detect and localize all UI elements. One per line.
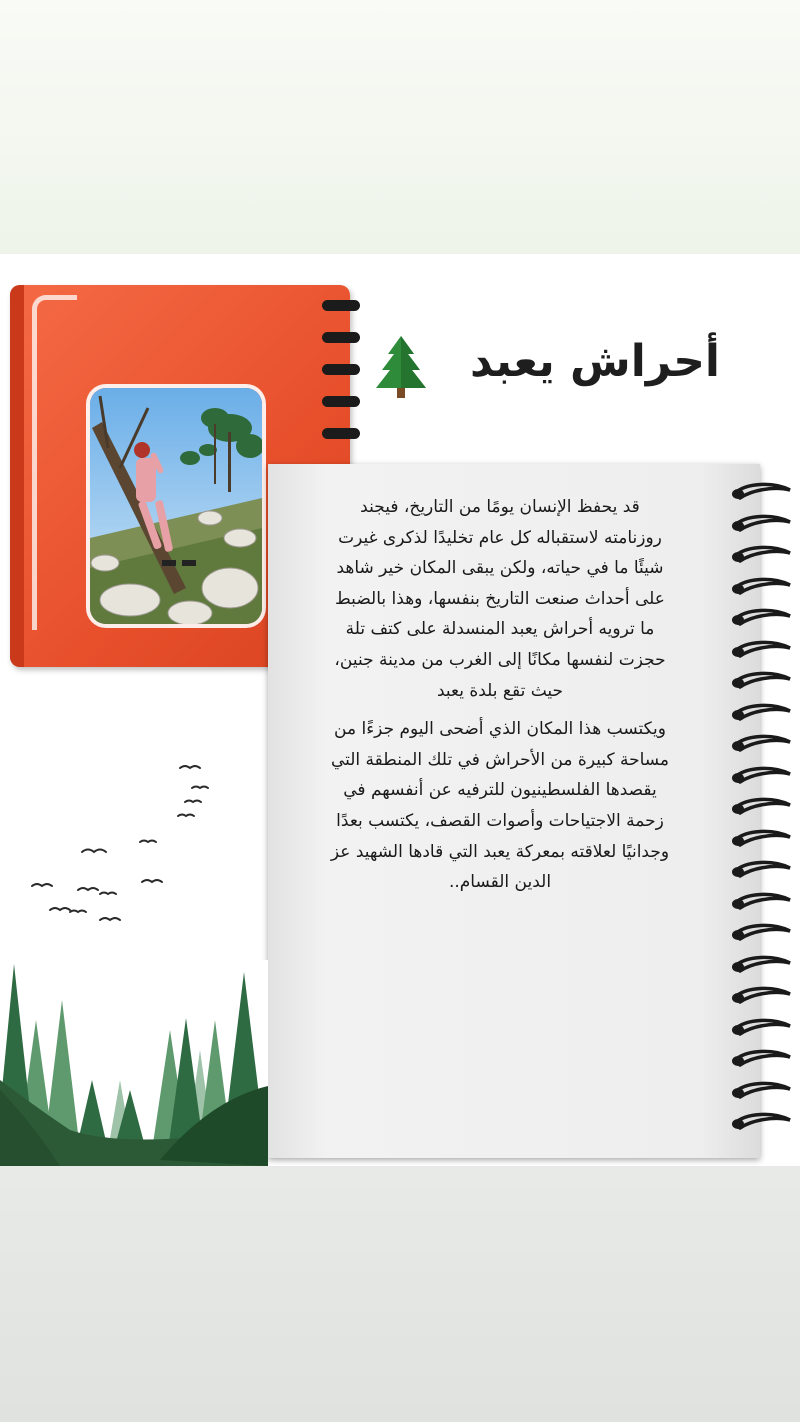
spiral-binding bbox=[726, 480, 800, 1150]
spiral-ring bbox=[726, 543, 796, 565]
spiral-ring bbox=[726, 732, 796, 754]
binding-ring bbox=[322, 364, 360, 375]
spiral-ring bbox=[726, 1016, 796, 1038]
binding-ring bbox=[322, 396, 360, 407]
spiral-ring bbox=[726, 669, 796, 691]
spiral-ring bbox=[726, 512, 796, 534]
spiral-ring bbox=[726, 1079, 796, 1101]
binding-ring bbox=[322, 300, 360, 311]
story-body bbox=[330, 492, 670, 898]
page-title: أحراش يعبد bbox=[469, 336, 720, 387]
spiral-ring bbox=[726, 638, 796, 660]
forest-silhouette bbox=[0, 960, 268, 1166]
notebook-gloss bbox=[32, 295, 77, 630]
spiral-ring bbox=[726, 795, 796, 817]
story-paragraph-1: قد يحفظ الإنسان يومًا من التاريخ، فيجند روزنامته لاستقباله كل عام تخليدًا لذكرى غيرت شيئًا ما في حياته، ولكن يبقى المكان خير شاهد على أحداث صنعت التاريخ بنفسها، وهذا بالضبط ما ترويه أحراش يعبد المنسدلة على كتف تلة حجزت لنفسها مكانًا إلى الغرب من مدينة جنين، حيث تقع بلدة يعبد bbox=[334, 497, 666, 701]
spiral-ring bbox=[726, 606, 796, 628]
binding-ring bbox=[322, 428, 360, 439]
spiral-ring bbox=[726, 890, 796, 912]
spiral-ring bbox=[726, 827, 796, 849]
spiral-ring bbox=[726, 764, 796, 786]
spiral-ring bbox=[726, 701, 796, 723]
spiral-ring bbox=[726, 575, 796, 597]
red-notebook-rings bbox=[322, 300, 364, 460]
pine-tree-icon bbox=[370, 334, 432, 400]
binding-ring bbox=[322, 332, 360, 343]
spiral-ring bbox=[726, 953, 796, 975]
top-background-band bbox=[0, 0, 800, 254]
spiral-ring bbox=[726, 984, 796, 1006]
flying-birds bbox=[20, 760, 220, 930]
spiral-ring bbox=[726, 1110, 796, 1132]
spiral-ring bbox=[726, 858, 796, 880]
notebook-spine bbox=[10, 285, 24, 667]
bottom-background-band bbox=[0, 1166, 800, 1422]
spiral-ring bbox=[726, 921, 796, 943]
story-paragraph-2: ويكتسب هذا المكان الذي أضحى اليوم جزءًا من مساحة كبيرة من الأحراش في تلك المنطقة التي يقصدها الفلسطينيون للترفيه عن أنفسهم في زحمة الاجتياحات وأصوات القصف، يكتسب بعدًا وجدانيًا لعلاقته بمعركة يعبد التي قادها الشهيد عز الدين القسام.. bbox=[330, 719, 670, 893]
spiral-ring bbox=[726, 1047, 796, 1069]
story-photo bbox=[90, 388, 262, 624]
spiral-ring bbox=[726, 480, 796, 502]
title-row bbox=[370, 330, 730, 404]
